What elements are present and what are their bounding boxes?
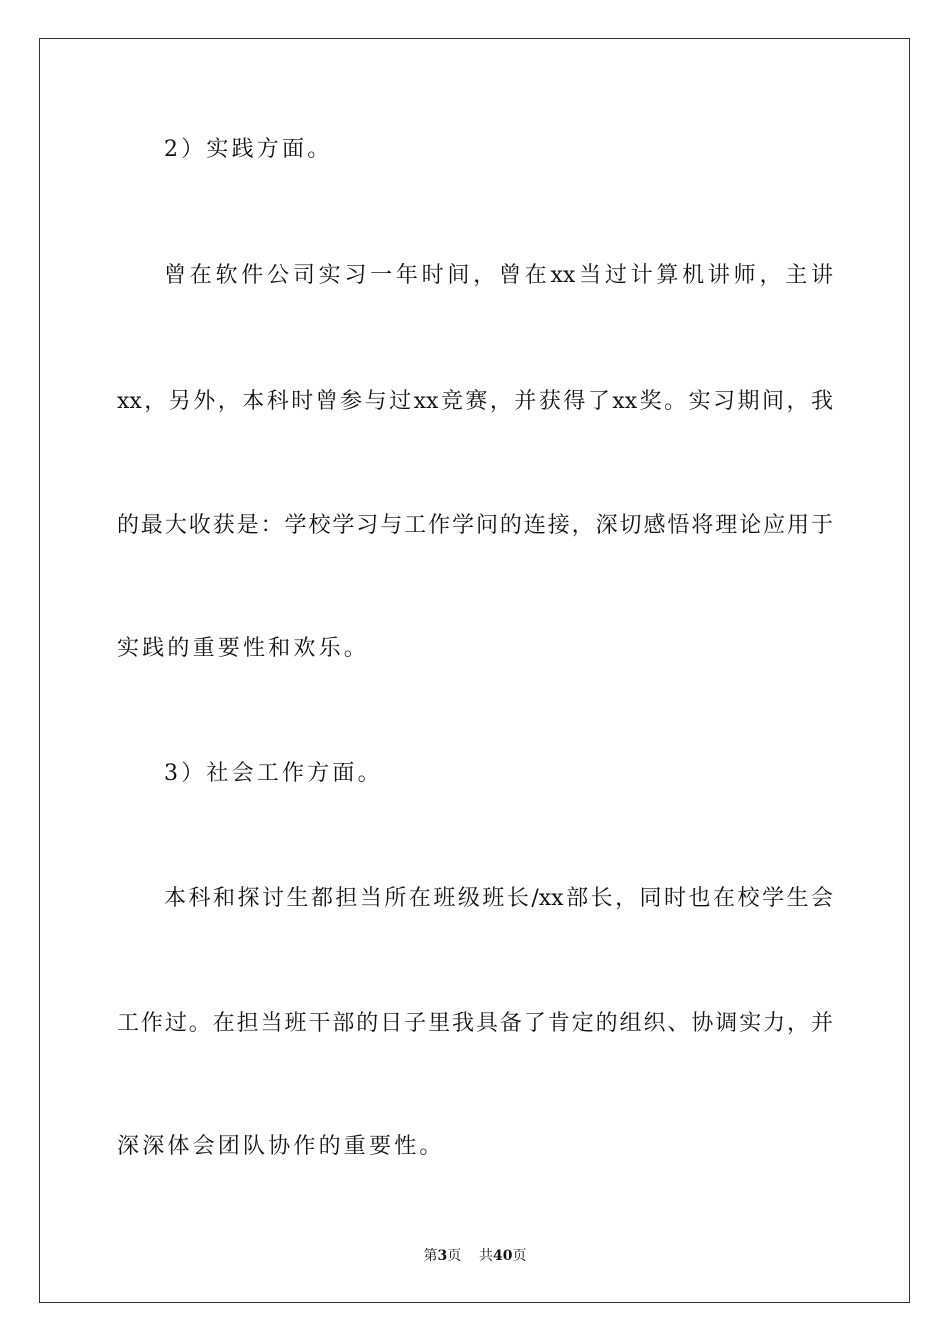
paragraph-line: 本科和探讨生都担当所在班级班长/xx部长，同时也在校学生会	[164, 886, 833, 911]
paragraph-line: xx，另外，本科时曾参与过xx竞赛，并获得了xx奖。实习期间，我	[117, 389, 833, 414]
page-border	[39, 38, 910, 1303]
total-pages: 40	[493, 1248, 513, 1264]
page-prefix: 第	[423, 1248, 438, 1264]
heading-practice: 2）实践方面。	[164, 137, 333, 162]
paragraph-line: 工作过。在担当班干部的日子里我具备了肯定的组织、协调实力，并	[117, 1011, 833, 1036]
paragraph-line: 深深体会团队协作的重要性。	[117, 1134, 445, 1159]
total-unit: 页	[512, 1248, 527, 1264]
heading-social-work: 3）社会工作方面。	[164, 761, 383, 786]
total-prefix: 共	[479, 1248, 494, 1264]
page-number: 3	[437, 1248, 448, 1264]
page-footer	[0, 1247, 950, 1265]
paragraph-line: 的最大收获是：学校学习与工作学问的连接，深切感悟将理论应用于	[117, 513, 833, 538]
paragraph-line: 曾在软件公司实习一年时间，曾在xx当过计算机讲师，主讲	[164, 263, 833, 288]
paragraph-line: 实践的重要性和欢乐。	[117, 636, 370, 661]
page-unit: 页	[447, 1248, 462, 1264]
